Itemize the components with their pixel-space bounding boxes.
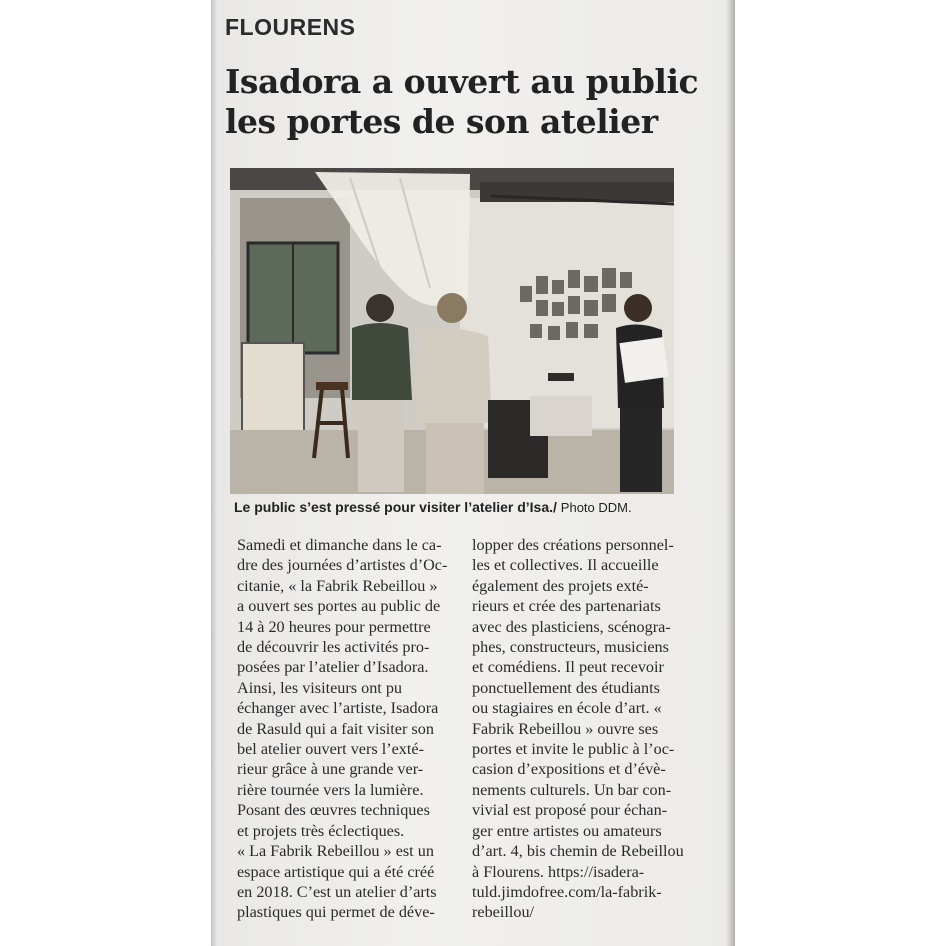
text-line: de découvrir les activités pro-: [237, 638, 430, 657]
text-line: dre des journées d’artistes d’Oc-: [237, 556, 448, 575]
paper-edge-shadow: [726, 0, 735, 946]
caption-text: Le public s’est pressé pour visiter l’atelier d’Isa./: [234, 499, 557, 515]
text-line: Ainsi, les visiteurs ont pu: [237, 678, 403, 697]
text-line: ger entre artistes ou amateurs: [472, 821, 662, 840]
text-line: 14 à 20 heures pour permettre: [237, 617, 431, 636]
section-label: FLOURENS: [225, 14, 356, 40]
text-line: ponctuellement des étudiants: [472, 678, 660, 697]
photo-credit: Photo DDM.: [560, 500, 632, 515]
text-line: de Rasuld qui a fait visiter son: [237, 719, 434, 738]
text-line: rebeillou/: [472, 903, 535, 922]
text-line: d’art. 4, bis chemin de Rebeillou: [472, 842, 684, 861]
text-line: casion d’expositions et d’évè-: [472, 760, 666, 779]
text-line: espace artistique qui a été créé: [237, 862, 435, 881]
text-line: a ouvert ses portes au public de: [237, 597, 441, 616]
text-line: plastiques qui permet de déve-: [237, 903, 435, 922]
text-line: rieurs et crée des partenariats: [472, 597, 661, 616]
text-line: ou stagiaires en école d’art. «: [472, 699, 662, 718]
text-line: et comédiens. Il peut recevoir: [472, 658, 664, 677]
photo-caption: [234, 499, 704, 515]
text-line: phes, constructeurs, musiciens: [472, 638, 669, 657]
text-line: bel atelier ouvert vers l’exté-: [237, 740, 424, 759]
text-line: également des projets exté-: [472, 576, 649, 595]
text-line: lopper des créations personnel-: [472, 536, 674, 554]
text-line: rière tournée vers la lumière.: [237, 780, 424, 799]
text-line: et projets très éclectiques.: [237, 821, 405, 840]
headline: [225, 62, 705, 142]
article-column-left: [237, 535, 457, 923]
text-line: avec des plasticiens, scénogra-: [472, 617, 671, 636]
text-line: citanie, « la Fabrik Rebeillou »: [237, 576, 438, 595]
text-line: en 2018. C’est un atelier d’arts: [237, 882, 437, 901]
headline-line: les portes de son atelier: [225, 102, 658, 141]
text-line: échanger avec l’artiste, Isadora: [237, 699, 439, 718]
article-photo: [230, 168, 674, 494]
text-line: « La Fabrik Rebeillou » est un: [237, 842, 434, 861]
text-line: Samedi et dimanche dans le ca-: [237, 536, 442, 554]
text-line: posées par l’atelier d’Isadora.: [237, 658, 429, 677]
text-line: rieur grâce à une grande ver-: [237, 760, 424, 779]
text-line: Fabrik Rebeillou » ouvre ses: [472, 719, 659, 738]
article-column-right: [472, 535, 697, 923]
paper-edge-shadow: [211, 0, 217, 946]
text-line: portes et invite le public à l’oc-: [472, 740, 675, 759]
text-line: à Flourens. https://isadera-: [472, 862, 645, 881]
text-line: les et collectives. Il accueille: [472, 556, 659, 575]
headline-line: Isadora a ouvert au public: [225, 62, 699, 101]
text-line: tuld.jimdofree.com/la-fabrik-: [472, 882, 662, 901]
text-line: Posant des œuvres techniques: [237, 801, 430, 820]
text-line: vivial est proposé pour échan-: [472, 801, 668, 820]
text-line: nements culturels. Un bar con-: [472, 780, 672, 799]
photo-illustration: [230, 168, 674, 494]
